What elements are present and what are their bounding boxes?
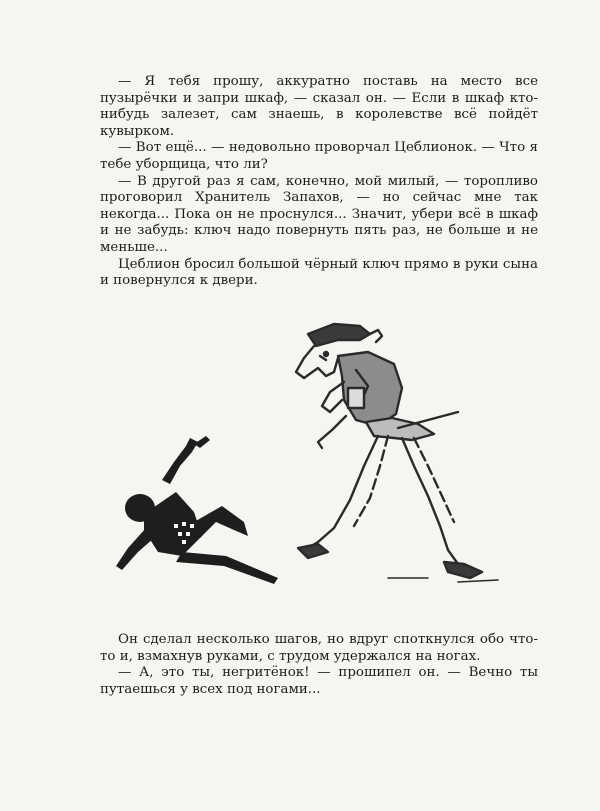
sitting-boy-figure [116,436,278,584]
paragraph: — А, это ты, негритёнок! — прошипел он. — Вечно ты путаешься у всех под ногами... [100,665,538,697]
illustration [98,316,538,588]
paragraph: Он сделал несколько шагов, но вдруг споткнулся обо что-то и, взмахнув руками, с трудом удержался на ногах. [100,632,538,664]
paragraph: — Вот ещё... — недовольно проворчал Цеблионок. — Что я тебе уборщица, что ли? [100,140,538,172]
top-text-block [100,74,538,290]
paragraph: — В другой раз я сам, конечно, мой милый, — торопливо проговорил Хранитель Запахов, — но сейчас мне так некогда... Пока он не проснулся... Значит, убери всё в шкаф и не забудь: ключ надо повернуть пять раз, не больше и не меньше... [100,173,538,255]
bottom-text-block [100,632,538,698]
paragraph: — Я тебя прошу, аккуратно поставь на место все пузырёчки и запри шкаф, — сказал он. — Если в шкаф кто-нибудь залезет, сам знаешь, в королевстве всё пойдёт кувырком. [100,74,538,139]
walking-man-figure [296,324,498,582]
paragraph: Цеблион бросил большой чёрный ключ прямо в руки сына и повернулся к двери. [100,256,538,289]
